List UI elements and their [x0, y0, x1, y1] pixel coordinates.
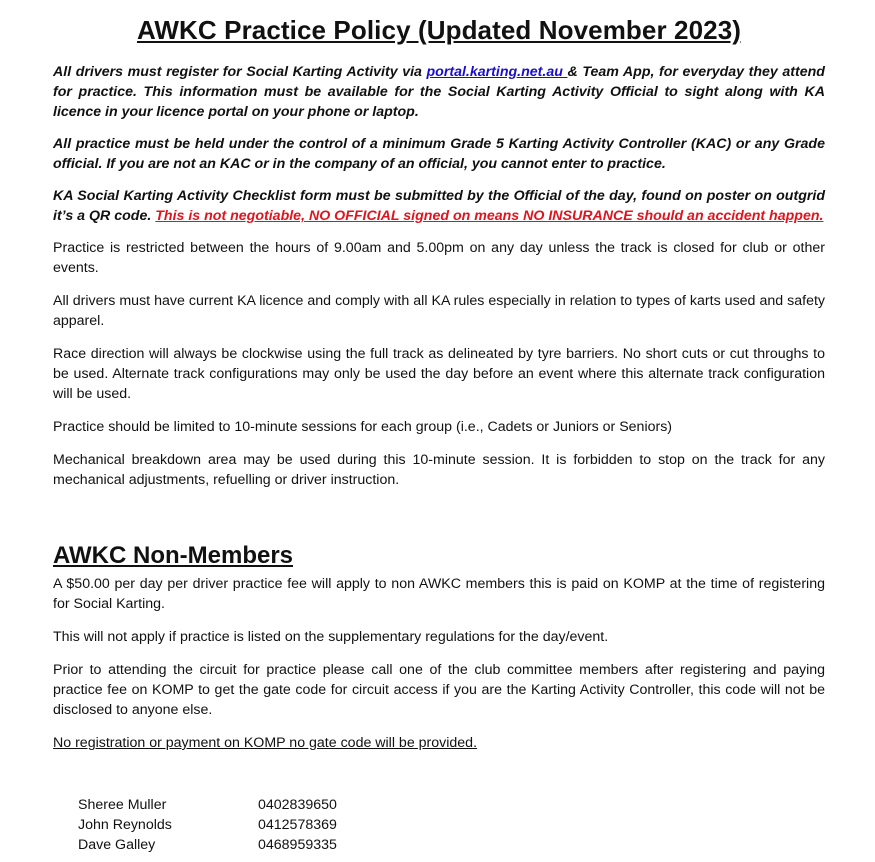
registration-paragraph — [53, 62, 825, 122]
contact-row — [78, 795, 825, 815]
practice-fee-paragraph: A $50.00 per day per driver practice fee will apply to non AWKC members this is paid on KOMP at the time of registering for Social Karting. — [53, 576, 825, 612]
contact-row — [78, 835, 825, 855]
contact-name: John Reynolds — [78, 817, 172, 833]
checklist-paragraph — [53, 186, 825, 226]
practice-hours-paragraph: Practice is restricted between the hours of 9.00am and 5.00pm on any day unless the track is closed for club or other events. — [53, 240, 825, 276]
contact-name: Sheree Muller — [78, 797, 167, 813]
race-direction-paragraph: Race direction will always be clockwise using the full track as delineated by tyre barriers. No short cuts or cut throughs to be used. Alternate track configurations may only be used the day before an event where this alternate track configuration will be used. — [53, 346, 825, 402]
contact-row — [78, 815, 825, 835]
licence-paragraph: All drivers must have current KA licence and comply with all KA rules especially in relation to types of karts used and safety apparel. — [53, 293, 825, 329]
contact-phone: 0412578369 — [258, 817, 337, 833]
insurance-warning: This is not negotiable, NO OFFICIAL signed on means NO INSURANCE should an accident happen. — [155, 208, 824, 224]
no-gate-code-notice: No registration or payment on KOMP no gate code will be provided. — [53, 735, 478, 751]
registration-text-end: & Team App, for everyday they attend for practice. This information must be available for the Social Karting Activity Official to sight along with KA licence in your licence portal on your phone or laptop. — [53, 64, 825, 120]
kac-control-paragraph: All practice must be held under the control of a minimum Grade 5 Karting Activity Controller (KAC) or any Grade official. If you are not an KAC or in the company of an official, you cannot enter to practice. — [53, 136, 825, 172]
non-members-heading: AWKC Non-Members — [53, 542, 294, 569]
checklist-text: KA Social Karting Activity Checklist form must be submitted by the Official of the day, found on poster on outgrid it’s a QR code. — [53, 188, 825, 224]
supplementary-regulations-paragraph: This will not apply if practice is listed on the supplementary regulations for the day/event. — [53, 629, 609, 645]
breakdown-paragraph: Mechanical breakdown area may be used during this 10-minute session. It is forbidden to stop on the track for any mechanical adjustments, refuelling or driver instruction. — [53, 452, 825, 488]
portal-link[interactable]: portal.karting.net.au — [426, 64, 568, 80]
contact-phone: 0468959335 — [258, 837, 337, 853]
page-title: AWKC Practice Policy (Updated November 2023) — [136, 15, 742, 45]
gate-code-paragraph: Prior to attending the circuit for practice please call one of the club committee members after registering and paying practice fee on KOMP to get the gate code for circuit access if you are the Karting Activity Controller, this code will not be disclosed to anyone else. — [53, 662, 825, 718]
session-limit-paragraph: Practice should be limited to 10-minute sessions for each group (i.e., Cadets or Juniors or Seniors) — [53, 419, 673, 435]
contact-name: Dave Galley — [78, 837, 156, 853]
committee-contacts — [78, 795, 825, 855]
contact-phone: 0402839650 — [258, 797, 337, 813]
registration-text-start: All drivers must register for Social Karting Activity via — [53, 64, 427, 80]
